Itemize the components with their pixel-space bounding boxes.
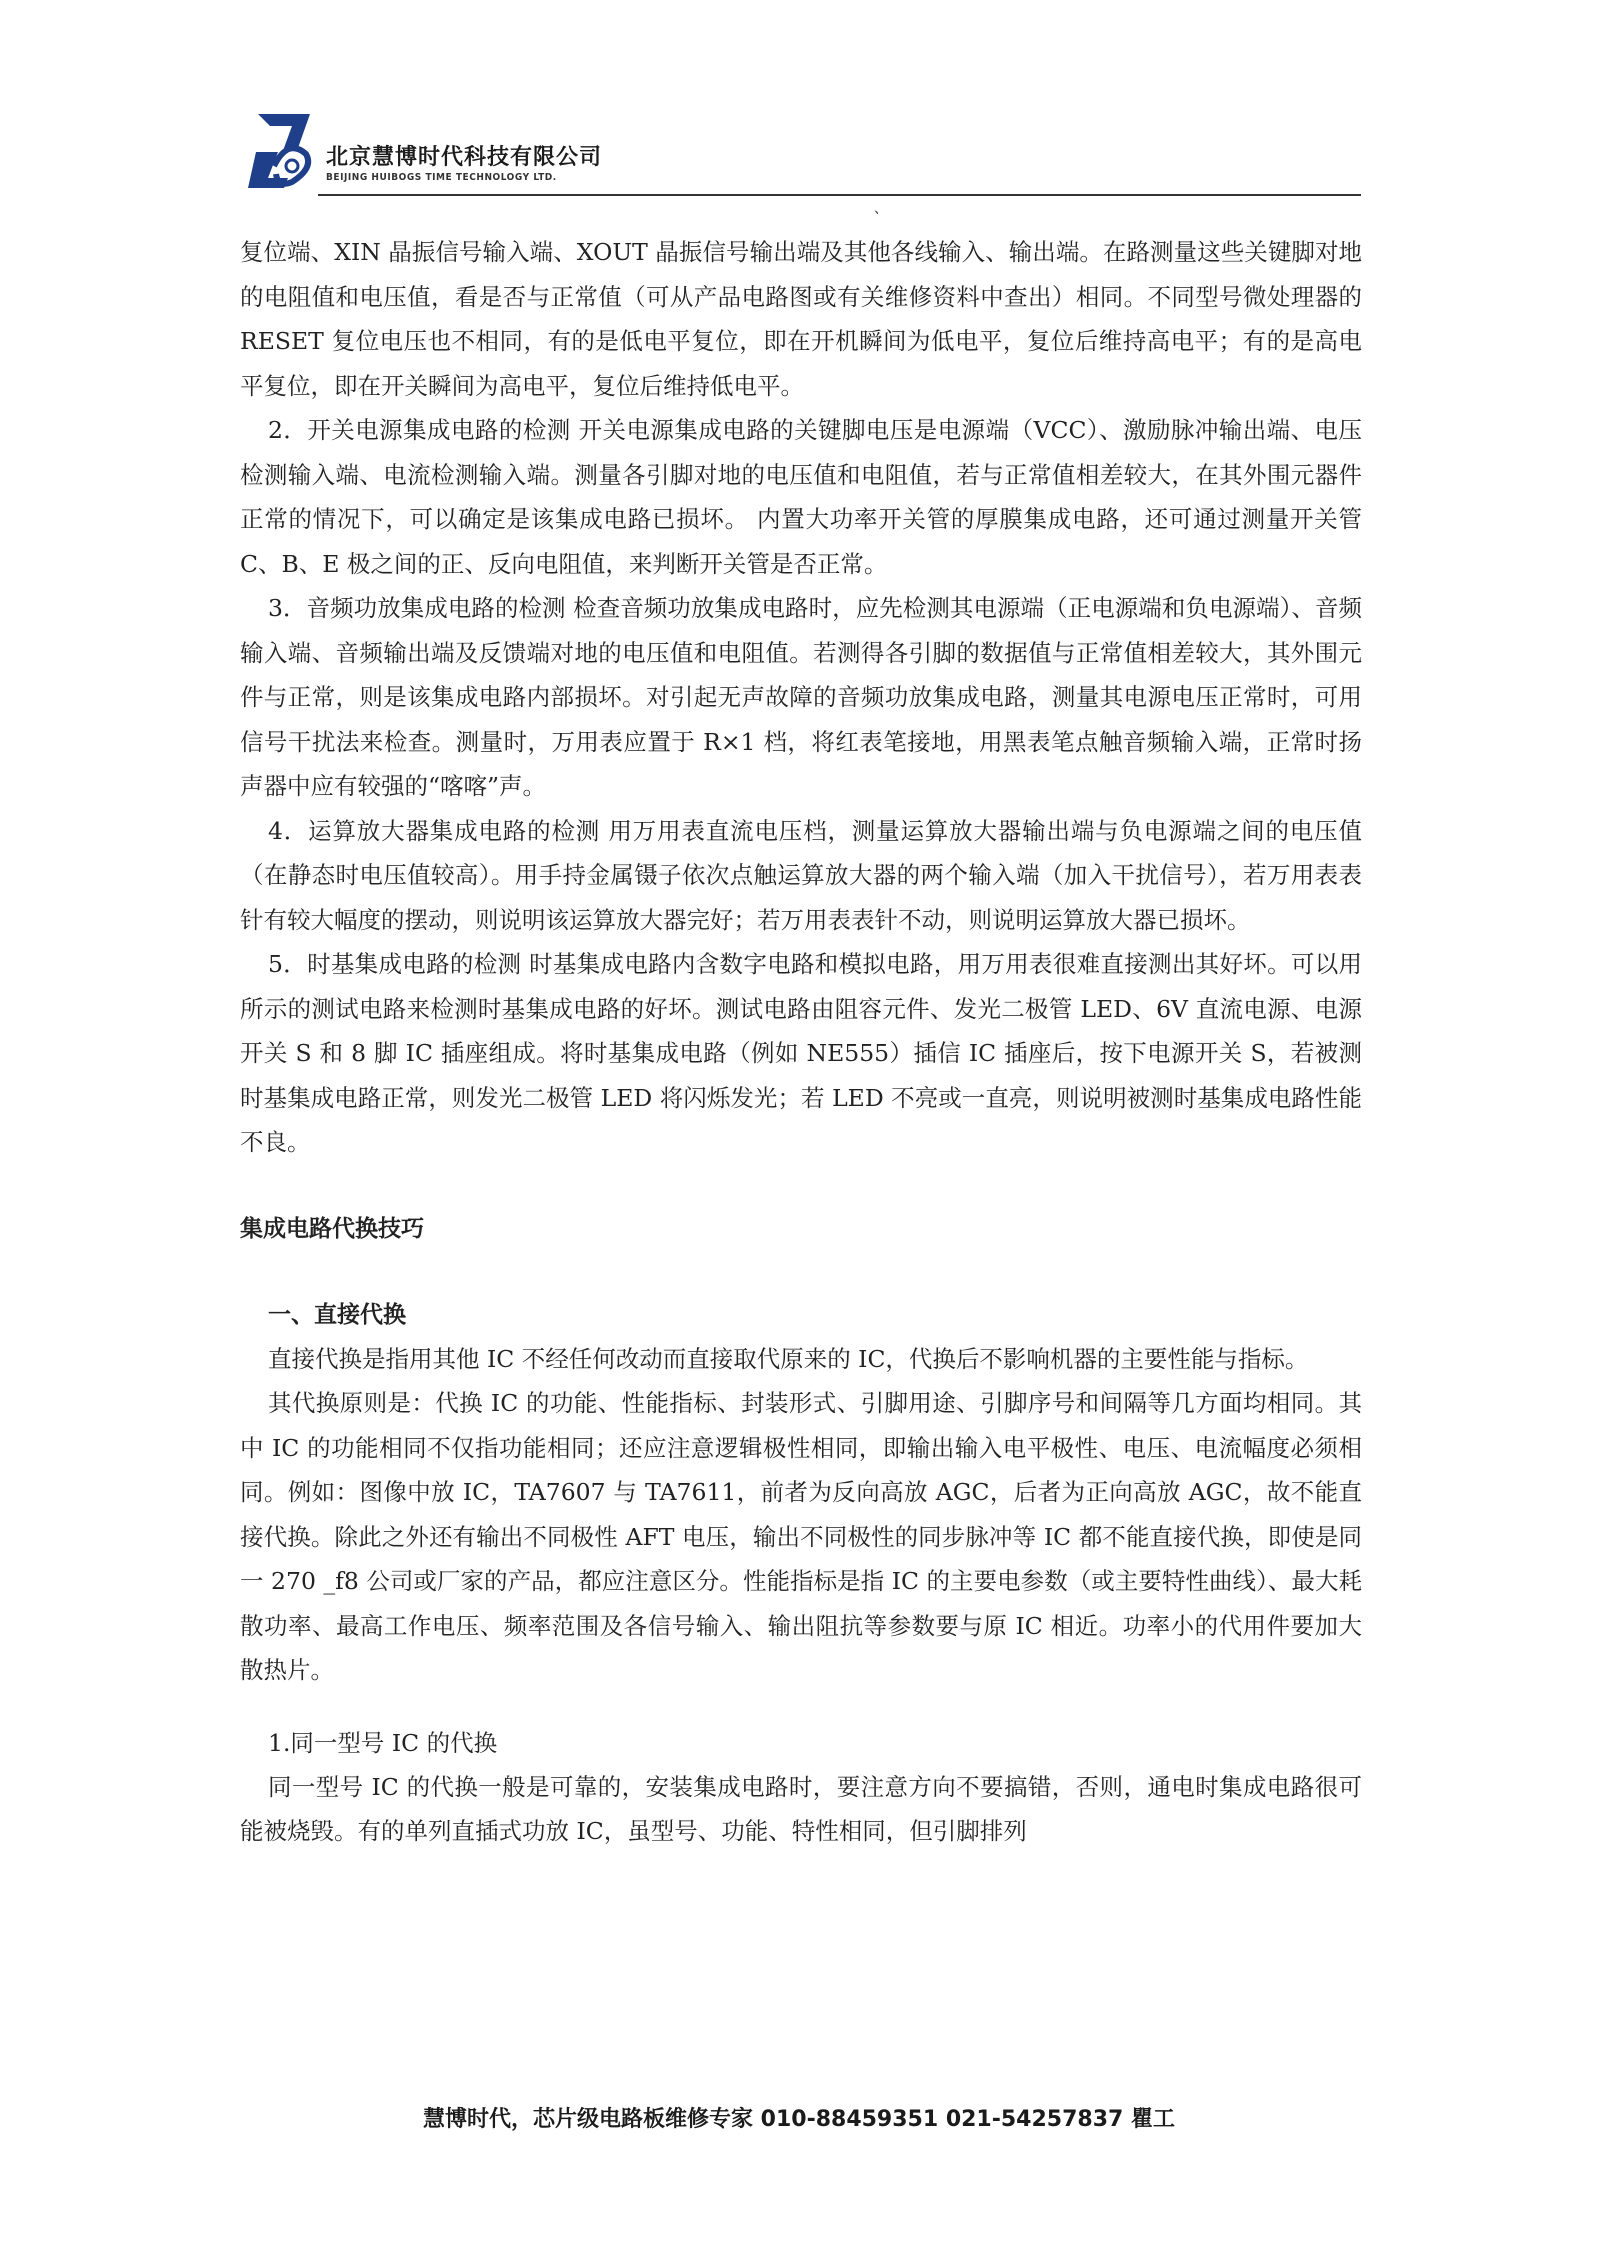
subsection-paragraph-1: 直接代换是指用其他 IC 不经任何改动而直接取代原来的 IC，代换后不影响机器的主要性能与指标。: [268, 1344, 1309, 1373]
minor-paragraph: 同一型号 IC 的代换一般是可靠的，安装集成电路时，要注意方向不要搞错，否则，通电时集成电路很可能被烧毁。有的单列直插式功放 IC，虽型号、功能、特性相同，但引脚排列: [240, 1772, 1362, 1845]
paragraph-4: 4．运算放大器集成电路的检测 用万用表直流电压档，测量运算放大器输出端与负电源端之间的电压值（在静态时电压值较高）。用手持金属镊子依次点触运算放大器的两个输入端（加入干扰信号），若万用表表针有较大幅度的摆动，则说明该运算放大器完好；若万用表表针不动，则说明运算放大器已损坏。: [240, 816, 1362, 934]
minor-title: 1.同一型号 IC 的代换: [268, 1728, 498, 1757]
company-name-en: BEIJING HUIBOGS TIME TECHNOLOGY LTD.: [326, 172, 557, 183]
paragraph-1: 复位端、XIN 晶振信号输入端、XOUT 晶振信号输出端及其他各线输入、输出端。在路测量这些关键脚对地的电阻值和电压值，看是否与正常值（可从产品电路图或有关维修资料中查出）相同。不同型号微处理器的 RESET 复位电压也不相同，有的是低电平复位，即在开机瞬间为低电平，复位后维持高电平；有的是高电平复位，即在开关瞬间为高电平，复位后维持低电平。: [240, 238, 1362, 400]
paragraph-5: 5．时基集成电路的检测 时基集成电路内含数字电路和模拟电路，用万用表很难直接测出其好坏。可以用所示的测试电路来检测时基集成电路的好坏。测试电路由阻容元件、发光二极管 LED、6V 直流电源、电源开关 S 和 8 脚 IC 插座组成。将时基集成电路（例如 NE555）插信 IC 插座后，按下电源开关 S，若被测时基集成电路正常，则发光二极管 LED 将闪烁发光；若 LED 不亮或一直亮，则说明被测时基集成电路性能不良。: [240, 950, 1362, 1156]
header-divider: [318, 194, 1361, 196]
subsection-paragraph-2: 其代换原则是：代换 IC 的功能、性能指标、封装形式、引脚用途、引脚序号和间隔等几方面均相同。其中 IC 的功能相同不仅指功能相同；还应注意逻辑极性相同，即输出输入电平极性、电压、电流幅度必须相同。例如：图像中放 IC，TA7607 与 TA7611，前者为反向高放 AGC，后者为正向高放 AGC，故不能直接代换。除此之外还有输出不同极性 AFT 电压，输出不同极性的同步脉冲等 IC 都不能直接代换，即使是同一 270 _f8 公司或厂家的产品，都应注意区分。性能指标是指 IC 的主要电参数（或主要特性曲线）、最大耗散功率、最高工作电压、频率范围及各信号输入、输出阻抗等参数要与原 IC 相近。功率小的代用件要加大散热片。: [240, 1389, 1362, 1684]
page-header: [240, 108, 1360, 198]
company-logo-icon: [248, 108, 320, 192]
document-body: [240, 230, 1362, 1854]
subsection-title: 一、直接代换: [268, 1301, 406, 1328]
company-name-cn: 北京慧博时代科技有限公司: [326, 145, 603, 170]
paragraph-3: 3．音频功放集成电路的检测 检查音频功放集成电路时，应先检测其电源端（正电源端和负电源端）、音频输入端、音频输出端及反馈端对地的电压值和电阻值。若测得各引脚的数据值与正常值相差较大，其外围元件与正常，则是该集成电路内部损坏。对引起无声故障的音频功放集成电路，测量其电源电压正常时，可用信号干扰法来检查。测量时，万用表应置于 R×1 档，将红表笔接地，用黑表笔点触音频输入端，正常时扬声器中应有较强的“喀喀”声。: [240, 594, 1362, 800]
page-footer: 慧博时代，芯片级电路板维修专家 010-88459351 021-54257837 瞿工: [422, 2107, 1175, 2132]
section-title: 集成电路代换技巧: [240, 1215, 424, 1242]
paragraph-2: 2．开关电源集成电路的检测 开关电源集成电路的关键脚电压是电源端（VCC）、激励脉冲输出端、电压检测输入端、电流检测输入端。测量各引脚对地的电压值和电阻值，若与正常值相差较大，在其外围元器件正常的情况下，可以确定是该集成电路已损坏。 内置大功率开关管的厚膜集成电路，还可通过测量开关管 C、B、E 极之间的正、反向电阻值，来判断开关管是否正常。: [240, 416, 1362, 578]
stray-mark: 、: [874, 201, 888, 217]
